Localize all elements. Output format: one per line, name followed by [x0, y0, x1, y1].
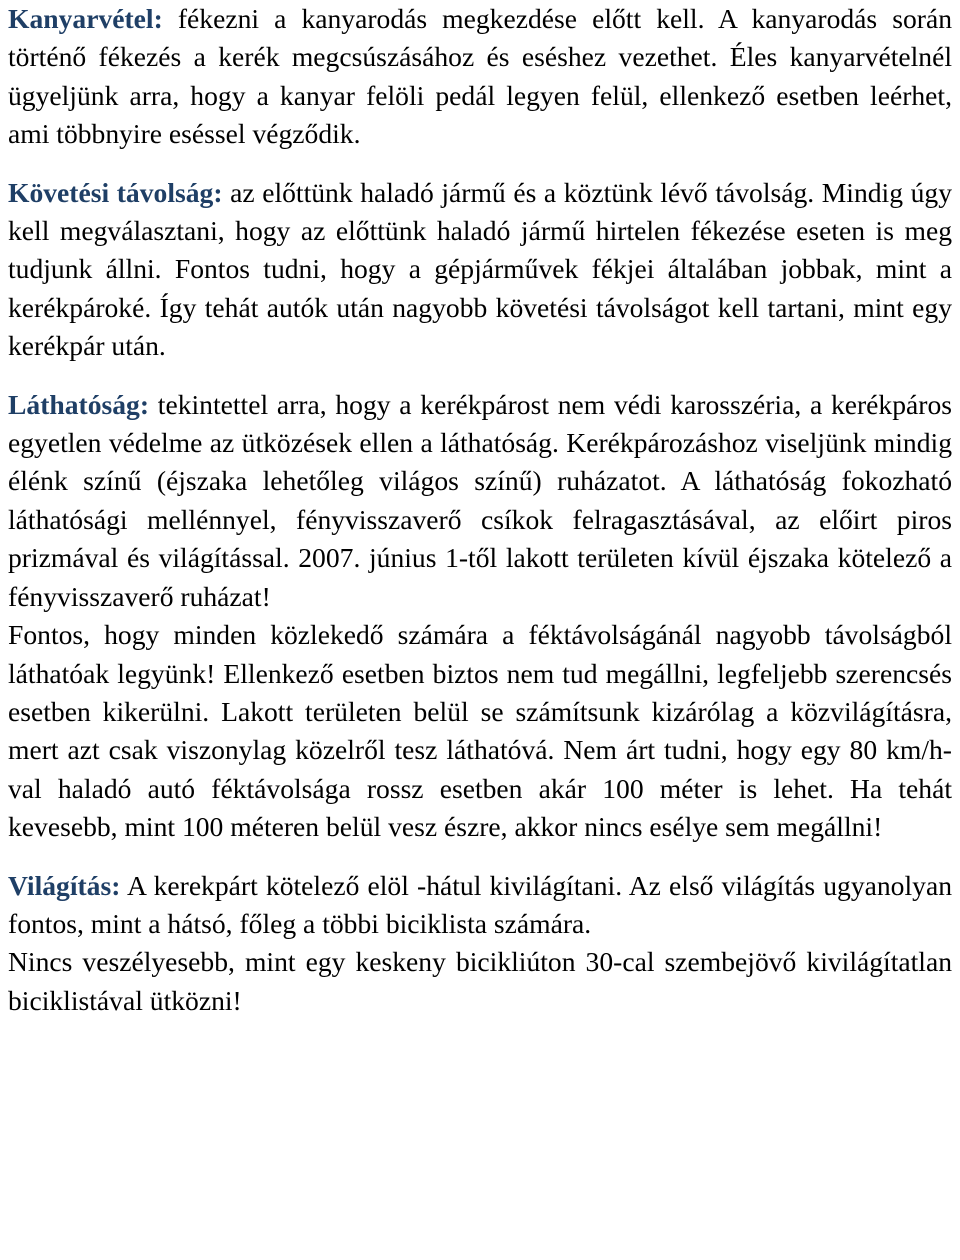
- text-lighting: A kerekpárt kötelező elöl -hátul kivilágítani. Az első világítás ugyanolyan fontos, mint a hátsó, főleg a többi biciklista számára.: [8, 869, 952, 939]
- text-following-distance: az előttünk haladó jármű és a köztünk lévő távolság. Mindig úgy kell megválasztani, hogy az előttünk haladó jármű hirtelen fékezése eseten is meg tudjunk állni. Fontos tudni, hogy a gépjárművek fékjei általában jobbak, mint a kerékpároké. Így tehát autók után nagyobb követési távolságot kell tartani, mint egy kerékpár után.: [8, 176, 953, 362]
- section-visibility-continued: Fontos, hogy minden közlekedő számára a féktávolságánál nagyobb távolságból láthatóak legyünk! Ellenkező esetben biztos nem tud megállni, legfeljebb szerencsés esetben kikerülni. Lakott területen belül se számítsunk kizárólag a közvilágításra, mert azt csak viszonylag közelről tesz láthatóvá. Nem árt tudni, hogy egy 80 km/h-val haladó autó féktávolsága rossz esetben akár 100 méter is lehet. Ha tehát kevesebb, mint 100 méteren belül vesz észre, akkor nincs esélye sem megállni!: [8, 619, 952, 843]
- paragraph-gap: [8, 154, 952, 174]
- section-visibility: [8, 386, 952, 616]
- document-page: [8, 0, 952, 1020]
- term-following-distance: Követési távolság:: [8, 176, 223, 208]
- term-lighting: Világítás:: [8, 869, 121, 901]
- section-following-distance: [8, 174, 952, 366]
- text-cornering: fékezni a kanyarodás megkezdése előtt kell. A kanyarodás során történő fékezés a kerék megcsúszásához és eséshez vezethet. Éles kanyarvételnél ügyeljünk arra, hogy a kanyar felöli pedál legyen felül, ellenkező esetben leérhet, ami többnyire eséssel végződik.: [8, 3, 952, 150]
- section-lighting-continued: Nincs veszélyesebb, mint egy keskeny bicikliúton 30-cal szembejövő kivilágítatlan biciklistával ütközni!: [8, 946, 952, 1016]
- term-visibility: Láthatóság:: [8, 388, 150, 420]
- section-cornering: [8, 0, 952, 154]
- section-lighting: [8, 867, 952, 944]
- text-visibility: tekintettel arra, hogy a kerékpárost nem védi karosszéria, a kerékpáros egyetlen védelme az ütközések ellen a láthatóság. Kerékpározáshoz viseljünk mindig élénk színű (éjszaka lehetőleg világos színű) ruházatot. A láthatóság fokozható láthatósági mellénnyel, fényvisszaverő csíkok felragasztásával, az előirt piros prizmával és világítással. 2007. június 1-től lakott területen kívül éjszaka kötelező a fényvisszaverő ruházat!: [8, 388, 952, 612]
- term-cornering: Kanyarvétel:: [8, 3, 163, 34]
- paragraph-gap: [8, 366, 952, 386]
- paragraph-gap: [8, 847, 952, 867]
